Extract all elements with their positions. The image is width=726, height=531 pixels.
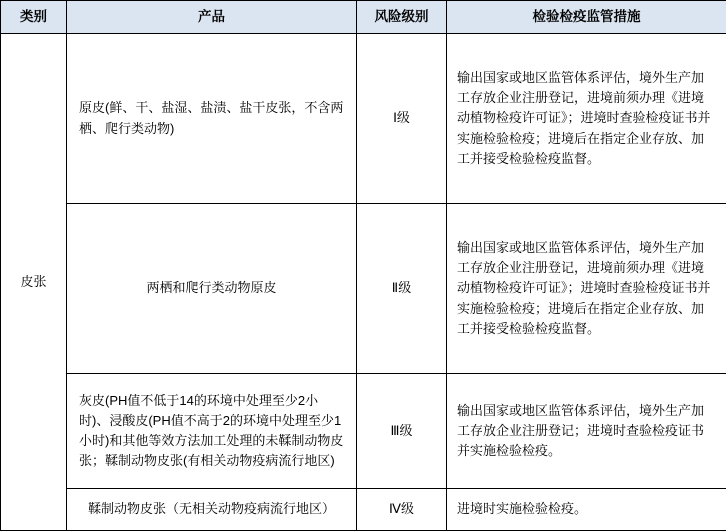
table-row bbox=[1, 489, 726, 531]
table-body bbox=[1, 34, 726, 531]
product-cell: 鞣制动物皮张（无相关动物疫病流行地区） bbox=[67, 489, 357, 531]
category-cell: 皮张 bbox=[1, 34, 67, 531]
product-cell: 两栖和爬行类动物原皮 bbox=[67, 204, 357, 374]
column-header-product: 产品 bbox=[67, 1, 357, 34]
measure-cell: 输出国家或地区监管体系评估，境外生产加工存放企业注册登记；进境时查验检疫证书并实施检验检疫。 bbox=[447, 374, 726, 489]
column-header-measure: 检验检疫监管措施 bbox=[447, 1, 726, 34]
column-header-risk-level: 风险级别 bbox=[357, 1, 447, 34]
risk-level-cell: Ⅲ级 bbox=[357, 374, 447, 489]
product-cell: 灰皮(PH值不低于14的环境中处理至少2小时)、浸酸皮(PH值不高于2的环境中处理至少1小时)和其他等效方法加工处理的未鞣制动物皮张；鞣制动物皮张(有相关动物疫病流行地区) bbox=[67, 374, 357, 489]
risk-level-cell: Ⅰ级 bbox=[357, 34, 447, 204]
measure-cell: 输出国家或地区监管体系评估，境外生产加工存放企业注册登记，进境前须办理《进境动植物检疫许可证》；进境时查验检疫证书并实施检验检疫；进境后在指定企业存放、加工并接受检验检疫监督。 bbox=[447, 204, 726, 374]
table-row bbox=[1, 34, 726, 204]
measure-cell: 进境时实施检验检疫。 bbox=[447, 489, 726, 531]
table-row bbox=[1, 204, 726, 374]
measure-cell: 输出国家或地区监管体系评估，境外生产加工存放企业注册登记，进境前须办理《进境动植物检疫许可证》；进境时查验检疫证书并实施检验检疫；进境后在指定企业存放、加工并接受检验检疫监督。 bbox=[447, 34, 726, 204]
column-header-category: 类别 bbox=[1, 1, 67, 34]
risk-level-cell: Ⅱ级 bbox=[357, 204, 447, 374]
risk-level-cell: Ⅳ级 bbox=[357, 489, 447, 531]
table-row bbox=[1, 374, 726, 489]
table-header bbox=[1, 1, 726, 34]
table-header-row bbox=[1, 1, 726, 34]
product-cell: 原皮(鲜、干、盐湿、盐渍、盐干皮张，不含两栖、爬行类动物) bbox=[67, 34, 357, 204]
